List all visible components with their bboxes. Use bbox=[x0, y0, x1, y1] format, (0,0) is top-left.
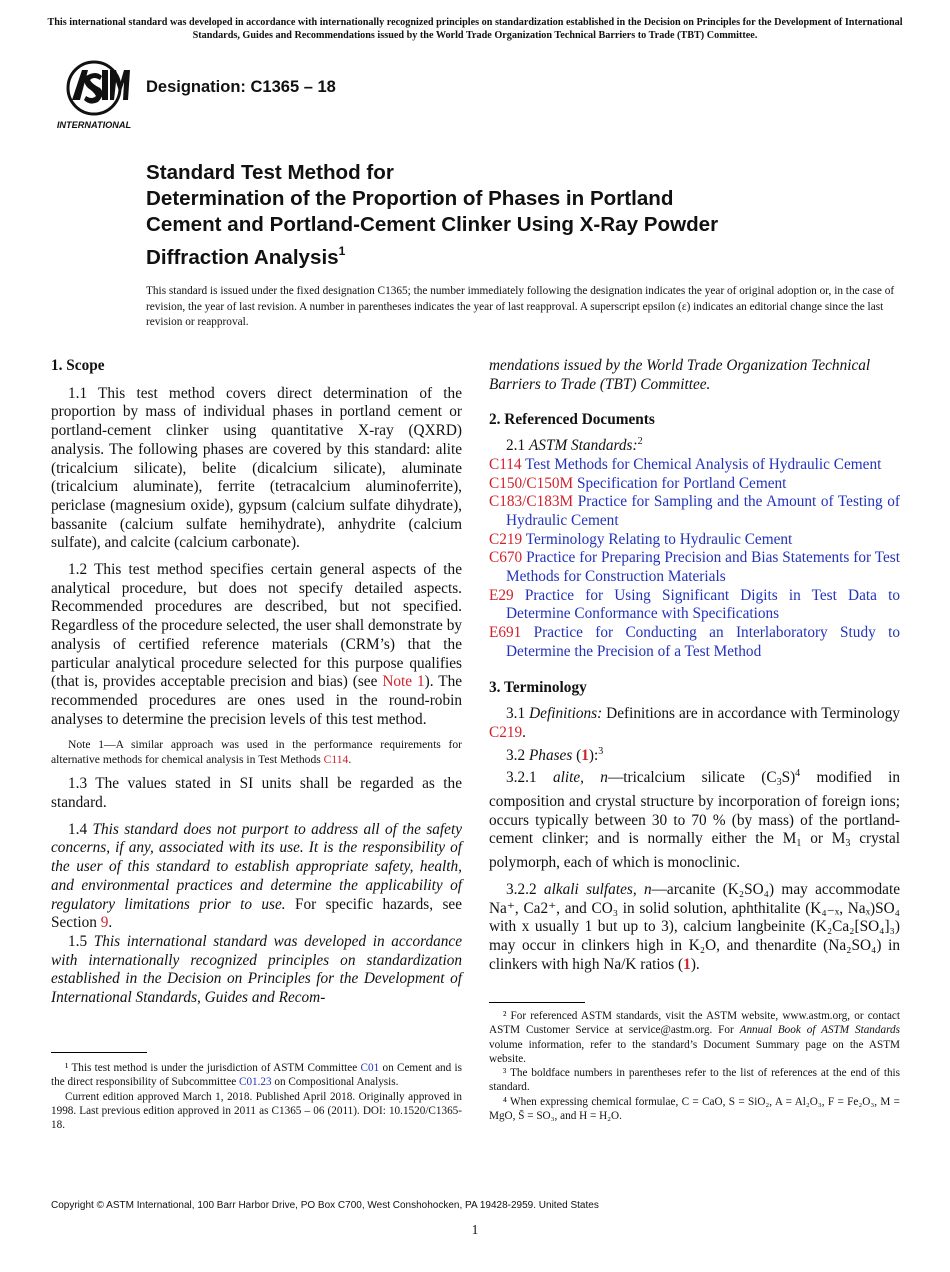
reference-code: C183/C183M bbox=[489, 493, 574, 511]
issued-statement: This standard is issued under the fixed designation C1365; the number immediately following the designation indicates the year of original adoption or, in the case of revision, the year of last revision. A number in parentheses indicates the year of last reapproval. A superscript epsilon (ε) indicates an editorial change since the last revision or reapproval. bbox=[146, 285, 895, 328]
para-1-5-continued: mendations issued by the World Trade Organization Technical Barriers to Trade (TBT) Committee. bbox=[489, 357, 871, 393]
para-1-2: 1.2 This test method specifies certain general aspects of the analytical procedure, but does not specify detailed aspects. Recommended procedures are described, but not specified. Regardless of the procedure selected, the user shall demonstrate by analysis of certified reference materials (CRM’s) that the particular analytical procedure selected for this purpose qualifies (that is, provides acceptable precision and bias) (see Note 1). The recommended procedures are ones used in the round-robin analyses to determine the precision levels of this test method. bbox=[51, 561, 463, 728]
c114-link[interactable]: C114 bbox=[323, 753, 349, 767]
title-line: Cement and Portland-Cement Clinker Using X-Ray Powder bbox=[146, 213, 719, 236]
reference-item[interactable] bbox=[489, 456, 900, 475]
left-column bbox=[51, 357, 462, 1008]
title-line: Determination of the Proportion of Phases in Portland bbox=[146, 187, 674, 210]
footnote-1: ¹ This test method is under the jurisdiction of ASTM Committee C01 on Cement and is the direct responsibility of Subcommittee C01.23 on Compositional Analysis. Current edition approved March 1, 2018. Published April 2018. Originally approved in 1998. Last previous edition approved in 2011 as C1365 – 06 (2011). DOI: 10.1520/C1365-18. bbox=[51, 1062, 462, 1132]
ref-1-link-2[interactable]: 1 bbox=[683, 955, 691, 973]
reference-code: E691 bbox=[489, 624, 522, 642]
astm-standards-label: 2.1 ASTM Standards:$^2$ bbox=[506, 436, 643, 455]
reference-code: C219 bbox=[489, 530, 523, 548]
reference-title: Practice for Using Significant Digits in Test Data to Determine Conformance with Specifications bbox=[506, 586, 900, 623]
reference-title: Practice for Preparing Precision and Bias Statements for Test Methods for Construction Materials bbox=[506, 549, 900, 586]
page-number: 1 bbox=[471, 1222, 479, 1237]
designation: Designation: C1365 – 18 bbox=[146, 78, 336, 96]
footnote-rule bbox=[51, 1052, 147, 1053]
reference-title: Practice for Sampling and the Amount of Testing of Hydraulic Cement bbox=[506, 493, 900, 529]
c219-link[interactable]: C219 bbox=[489, 723, 523, 741]
title-line: Standard Test Method for bbox=[146, 161, 394, 184]
para-1-3: 1.3 The values stated in SI units shall be regarded as the standard. bbox=[51, 775, 462, 812]
terminology-heading: 3. Terminology bbox=[489, 678, 587, 696]
section-9-link[interactable]: 9 bbox=[100, 914, 109, 932]
c01-link[interactable]: C01 bbox=[360, 1062, 380, 1074]
c01-23-link[interactable]: C01.23 bbox=[238, 1076, 272, 1089]
footnotes-right bbox=[489, 1009, 900, 1123]
right-column bbox=[489, 357, 900, 974]
para-3-2-2: 3.2.2 alkali sulfates, n—arcanite (K₂SO₄) may accommodate Na⁺, Ca2⁺, and CO₃ in solid solution, aphthitalite (K₄₋ₓ, Naₓ)SO₄ with x usually 1 but up to 3), calcium langbeinite (K₂Ca₂[SO₄]₃) may occur in clinkers high in K₂O, and thenardite (Na₂SO₄) in clinkers with high Na/K ratios (1). bbox=[489, 880, 901, 973]
note-1: Note 1—A similar approach was used in the performance requirements for alternative methods for chemical analysis in Test Methods C114. bbox=[51, 738, 462, 767]
reference-item[interactable] bbox=[489, 549, 900, 586]
para-3-2: 3.2 Phases (1):$^3$ bbox=[506, 745, 604, 764]
title-footnote-marker: 1 bbox=[338, 244, 346, 258]
reference-item[interactable] bbox=[489, 587, 900, 624]
para-3-1: 3.1 Definitions: Definitions are in accordance with Terminology C219. bbox=[489, 705, 900, 741]
document-title bbox=[146, 160, 886, 271]
footnote-rule-right bbox=[489, 1002, 585, 1003]
reference-title: Specification for Portland Cement bbox=[576, 474, 787, 492]
reference-code: C670 bbox=[489, 549, 523, 567]
reference-code: E29 bbox=[489, 586, 514, 604]
referenced-list bbox=[489, 456, 900, 662]
astm-logo bbox=[52, 58, 136, 132]
footnote-4: ⁴ When expressing chemical formulae, C = CaO, S = SiO₂, A = Al₂O₃, F = Fe₂O₃, M = MgO, S̄ = SO₃, and H = H₂O. bbox=[489, 1095, 900, 1123]
para-3-2-1: 3.2.1 alite, n—tricalcium silicate $(C_3S)^4$ modified in composition and crystal structure by incorporation of foreign ions; occurs typically between 30 to 70 % (by mass) of the portland-cement clinker; and is normally either the $M_1$ or $M_3$ crystal polymorph, each of which is monoclinic. bbox=[489, 768, 900, 872]
reference-title: Terminology Relating to Hydraulic Cement bbox=[525, 530, 793, 548]
footnote-3: ³ The boldface numbers in parentheses refer to the list of references at the end of this standard. bbox=[489, 1067, 900, 1094]
para-1-4: 1.4 This standard does not purport to address all of the safety concerns, if any, associated with its use. It is the responsibility of the user of this standard to establish appropriate safety, health, and environmental practices and determine the applicability of regulatory limitations prior to use. For specific hazards, see Section 9. bbox=[51, 820, 463, 932]
reference-title: Test Methods for Chemical Analysis of Hydraulic Cement bbox=[525, 455, 882, 473]
note-1-link[interactable]: Note 1 bbox=[382, 673, 425, 691]
scope-heading: 1. Scope bbox=[51, 357, 105, 374]
reference-code: C150/C150M bbox=[489, 474, 574, 492]
para-1-5: 1.5 This international standard was developed in accordance with internationally recognized principles on standardization established in the Decision on Principles for the Development of International Standards, Guides and Recom- bbox=[51, 932, 462, 1007]
para-1-1: 1.1 This test method covers direct determination of the proportion by mass of individual phases in portland cement or portland-cement clinker using quantitative X-ray (QXRD) analysis. The following phases are covered by this standard: alite (tricalcium silicate), belite (dicalcium silicate), aluminate (tricalcium aluminate), ferrite (tetracalcium aluminoferrite), periclase (magnesium oxide), gypsum (calcium sulfate dihydrate), bassanite (calcium sulfate hemihydrate), anhydrite (calcium sulfate), and calcite (calcium carbonate). bbox=[51, 384, 462, 552]
reference-title: Practice for Conducting an Interlaboratory Study to Determine the Precision of a Test Method bbox=[506, 624, 901, 660]
reference-item[interactable] bbox=[489, 624, 900, 661]
reference-item[interactable] bbox=[489, 531, 900, 550]
reference-code: C114 bbox=[489, 455, 522, 473]
ref-1-link[interactable]: 1 bbox=[581, 746, 589, 764]
reference-item[interactable] bbox=[489, 493, 900, 530]
referenced-heading: 2. Referenced Documents bbox=[489, 411, 655, 429]
title-line: Diffraction Analysis$^1$ bbox=[146, 244, 346, 269]
footnote-2: ² For referenced ASTM standards, visit the ASTM website, www.astm.org, or contact ASTM Customer Service at service@astm.org. For Annual Book of ASTM Standards volume information, refer to the standard’s Document Summary page on the ASTM website. bbox=[489, 1010, 900, 1065]
logo-text: INTERNATIONAL bbox=[56, 120, 132, 130]
top-notice: This international standard was developed in accordance with internationally recognized principles on standardization established in the Decision on Principles for the Development of International Standards, Guides and Recommendations issued by the World Trade Organization Technical Barriers to Trade (TBT) Committee. bbox=[47, 17, 903, 41]
reference-item[interactable] bbox=[489, 475, 900, 494]
copyright: Copyright © ASTM International, 100 Barr Harbor Drive, PO Box C700, West Conshohocken, PA 19428-2959. United States bbox=[51, 1200, 599, 1211]
